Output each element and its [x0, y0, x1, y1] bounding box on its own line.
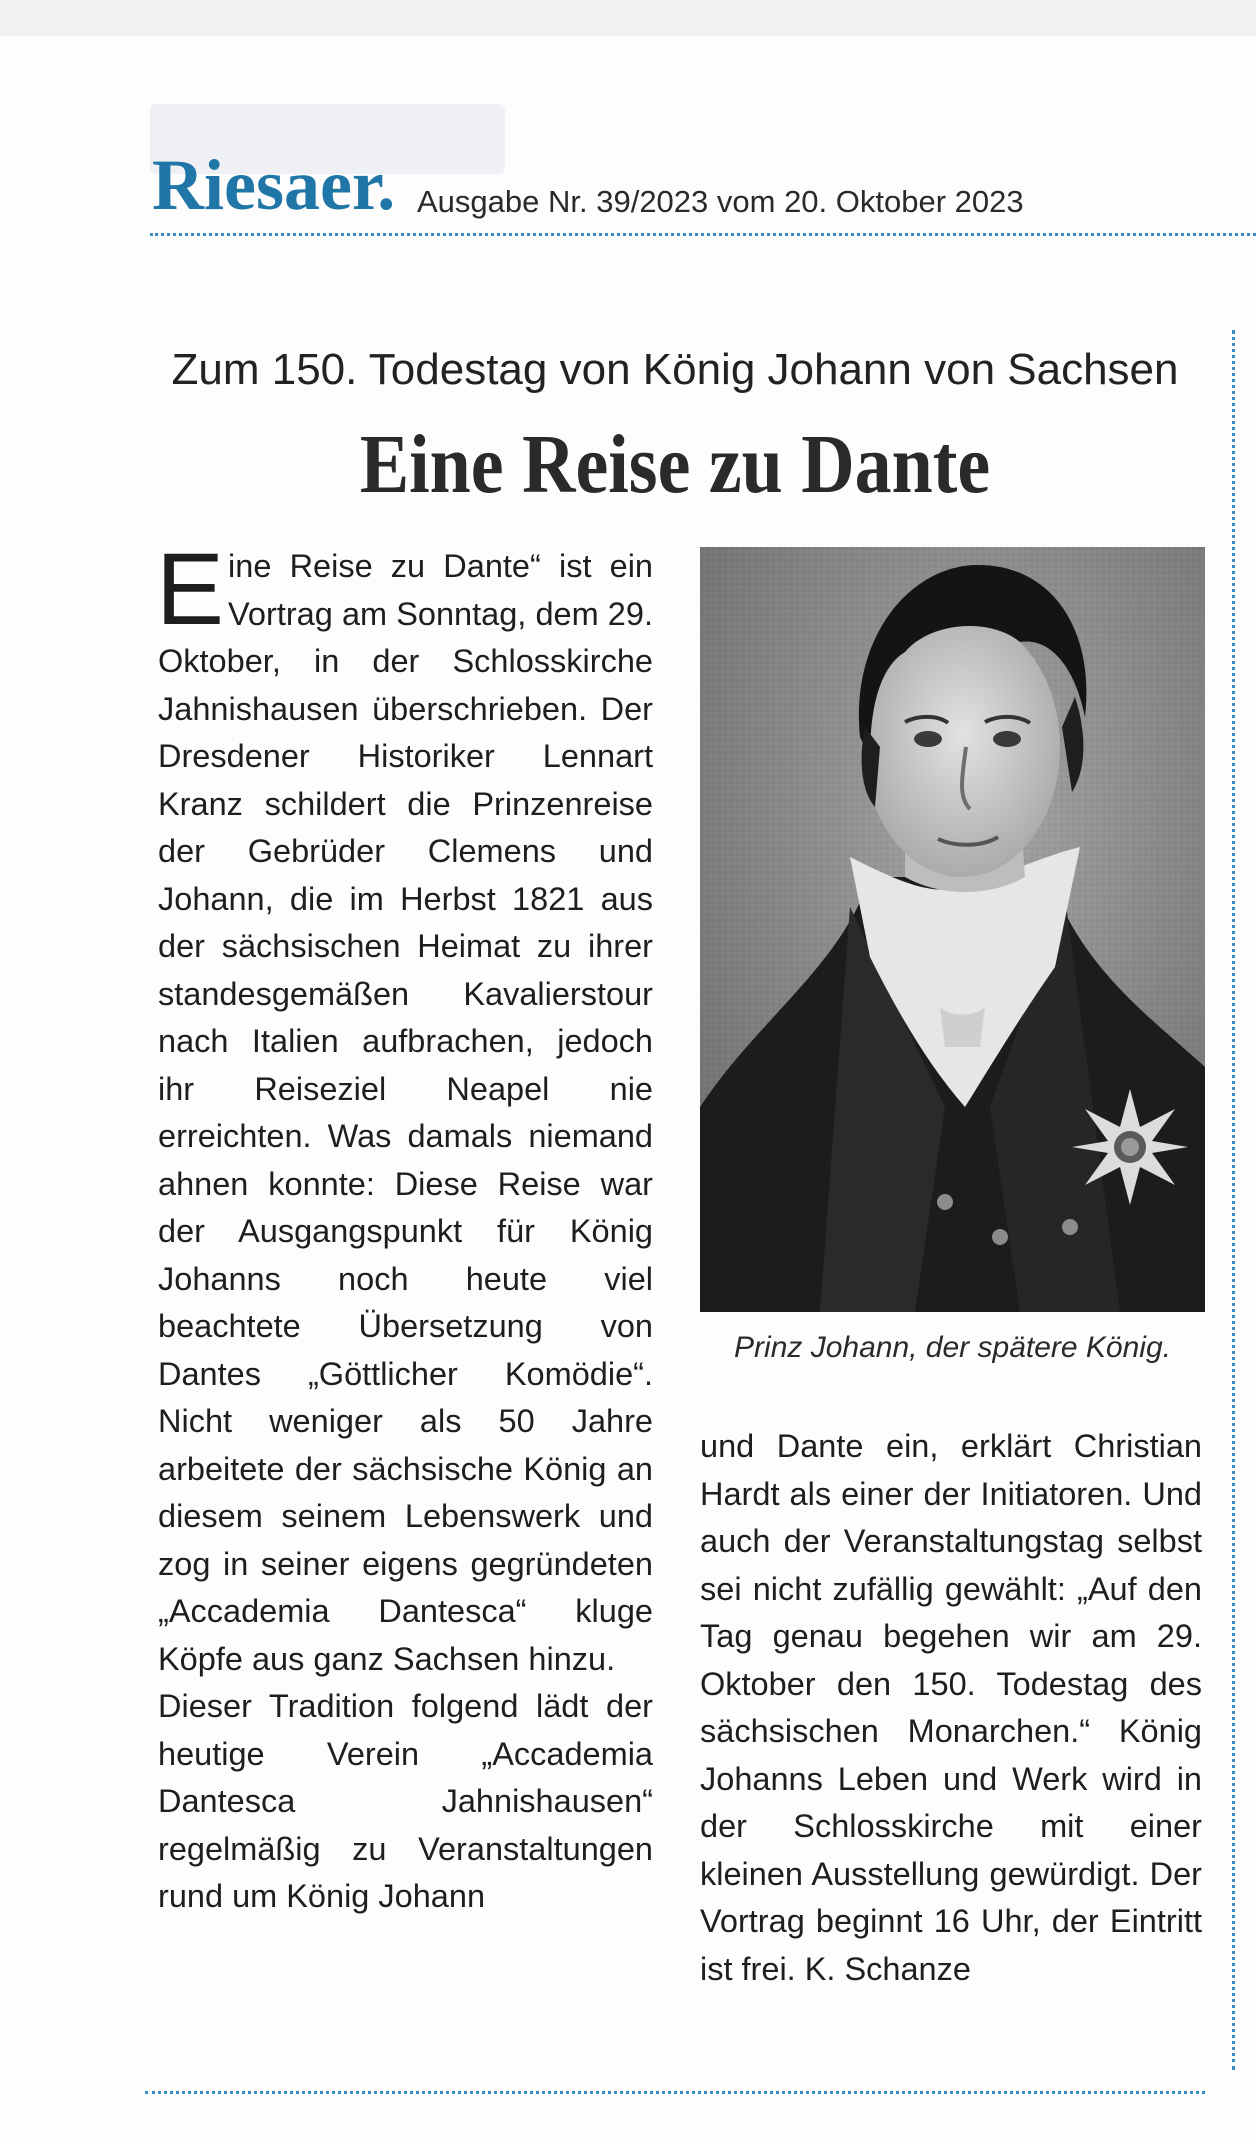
- drop-cap: E: [156, 532, 225, 646]
- brand-logo: Riesaer.: [152, 145, 396, 225]
- header-rule: [150, 233, 1256, 236]
- photo-caption: Prinz Johann, der spätere König.: [734, 1331, 1171, 1364]
- paragraph-1: [156, 532, 653, 1683]
- paragraph-2: Dieser Tradition folgend lädt der heutige Verein „Accademia Dantesca Jahnishausen“ regelmäßig zu Veranstaltungen rund um König Johann: [158, 1688, 653, 1914]
- article-kicker: Zum 150. Todestag von König Johann von Sachsen: [171, 345, 1179, 394]
- issue-line: Ausgabe Nr. 39/2023 vom 20. Oktober 2023: [417, 184, 1024, 219]
- masthead: [152, 140, 1252, 240]
- left-column: [156, 532, 653, 1921]
- column-rule: [1232, 330, 1235, 2070]
- footer-rule: [145, 2091, 1205, 2094]
- right-column: [700, 1423, 1202, 1993]
- paragraph-3: und Dante ein, erklärt Christian Hardt als einer der Initiatoren. Und auch der Veranstaltungstag selbst sei nicht zufällig gewählt: „Auf den Tag genau begehen wir am 29. Oktober den 150. Todestag des sächsischen Monarchen.“ König Johanns Leben und Werk wird in der Schlosskirche mit einer kleinen Ausstellung gewürdigt. Der Vortrag beginnt 16 Uhr, der Eintritt ist frei. K. Schanze: [700, 1428, 1202, 1987]
- paragraph-1-text: ine Reise zu Dante“ ist ein Vortrag am Sonntag, dem 29. Oktober, in der Schlosskirche Jahnishausen überschrieben. Der Dresdener Historiker Lennart Kranz schildert die Prinzenreise der Gebrüder Clemens und Johann, die im Herbst 1821 aus der sächsischen Heimat zu ihrer standesgemäßen Kavalierstour nach Italien aufbrachen, jedoch ihr Reiseziel Neapel nie erreichten. Was damals niemand ahnen konnte: Diese Reise war der Ausgangspunkt für König Johanns noch heute viel beachtete Übersetzung von Dantes „Göttlicher Komödie“. Nicht weniger als 50 Jahre arbeitete der sächsische König an diesem seinem Lebenswerk und zog in seiner eigens gegründeten „Accademia Dantesca“ kluge Köpfe aus ganz Sachsen hinzu.: [158, 548, 653, 1677]
- page-edge: [0, 0, 1256, 36]
- article-headline: Eine Reise zu Dante: [359, 418, 991, 511]
- portrait-image: [700, 547, 1205, 1312]
